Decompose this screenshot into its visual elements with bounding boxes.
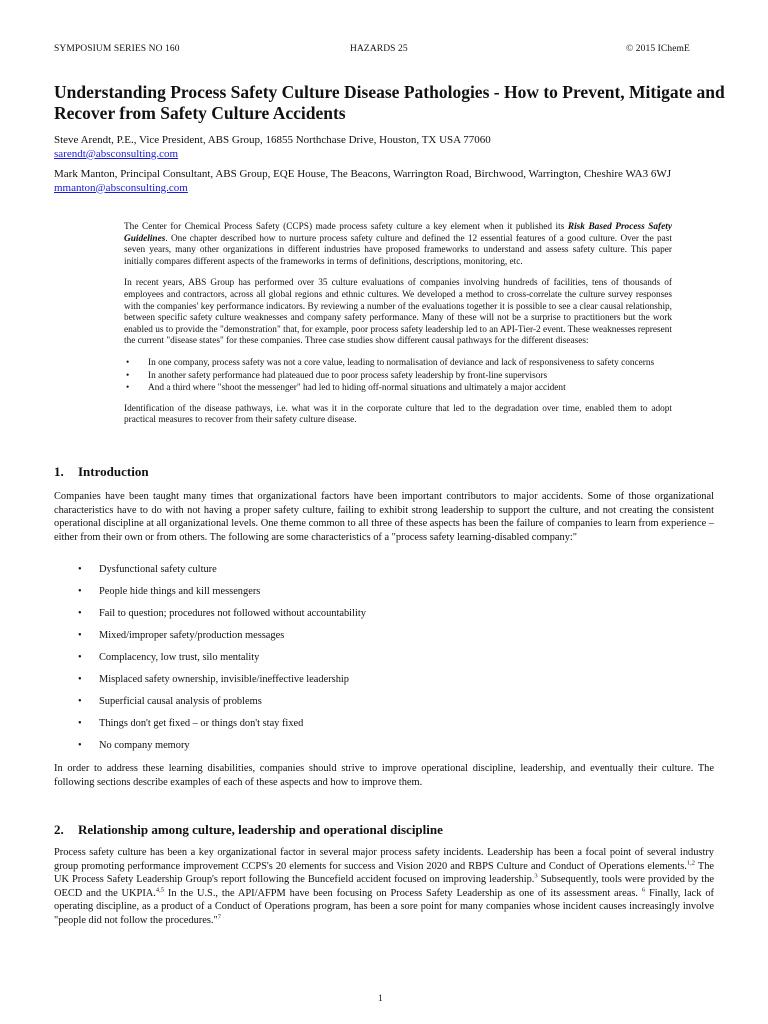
section-number: 2.	[54, 822, 64, 837]
paragraph-segment: Process safety culture has been a key organizational factor in several major process safety incidents. Leadership has been a focal point of several industry group promoting performance improvement CCPS's 20 elements for success and Vision 2020 and RBPS Culture and Conduct of Operations elements.	[54, 847, 714, 872]
list-item: • Fail to question; procedures not followed without accountability	[54, 608, 554, 630]
list-item: • In one company, process safety was not a core value, leading to normalisation of deviance and lack of responsiveness to safety concerns	[124, 358, 672, 370]
paragraph-segment: In the U.S., the API/AFPM have been focusing on Process Safety Leadership as one of its assessment areas.	[164, 887, 642, 899]
reference-marker: 6	[641, 886, 646, 894]
list-item: • Mixed/improper safety/production messages	[54, 630, 554, 652]
abstract-text: . One chapter described how to nurture process safety culture and defined the 12 essential features of a good culture. Over the past seven years, many other organizations in different industries have proposed frameworks to understand and assess safety culture. This paper initially compares different aspects of the frameworks in terms of definitions, descriptions, monitoring, etc.	[124, 233, 672, 267]
intro-closing-paragraph	[54, 762, 714, 789]
abstract-emphasis: Risk Based Process Safety Guidelines	[124, 222, 672, 244]
list-item: • And a third where "shoot the messenger" had led to hiding off-normal situations and ultimately a major accident	[124, 383, 672, 395]
author-block-2	[54, 168, 744, 195]
list-item: • Things don't get fixed – or things don't stay fixed	[54, 718, 554, 740]
header-copyright: © 2015 IChemE	[626, 44, 690, 54]
section-title: Introduction	[78, 464, 149, 479]
author-block-1	[54, 134, 744, 161]
list-item: • Complacency, low trust, silo mentality	[54, 652, 554, 674]
author-affiliation: Steve Arendt, P.E., Vice President, ABS Group, 16855 Northchase Drive, Houston, TX USA 77060	[54, 134, 491, 146]
abstract	[124, 222, 672, 437]
header-conference: HAZARDS 25	[350, 44, 408, 54]
list-item: • In another safety performance had plateaued due to poor process safety leadership by front-line supervisors	[124, 371, 672, 383]
abstract-text: The Center for Chemical Process Safety (CCPS) made process safety culture a key element when it published its	[124, 222, 568, 232]
author-email-link[interactable]: mmanton@absconsulting.com	[54, 181, 188, 194]
header-series: SYMPOSIUM SERIES NO 160	[54, 44, 180, 54]
reference-marker: 3	[534, 872, 538, 880]
learning-disabled-characteristics-list	[54, 564, 554, 762]
paragraph-text	[54, 846, 714, 928]
list-item: • No company memory	[54, 740, 554, 762]
abstract-paragraph: Identification of the disease pathways, i.e. what was it in the corporate culture that led to the degradation over time, enabled them to adopt practical measures to recover from their safety culture disease.	[124, 403, 672, 426]
list-item: • People hide things and kill messengers	[54, 586, 554, 608]
section-heading-introduction	[54, 464, 149, 480]
intro-paragraph	[54, 490, 714, 544]
list-item: • Dysfunctional safety culture	[54, 564, 554, 586]
abstract-bullet-list	[124, 358, 672, 395]
author-affiliation: Mark Manton, Principal Consultant, ABS Group, EQE House, The Beacons, Warrington Road, Birchwood, Warrington, Cheshire WA3 6WJ	[54, 168, 672, 180]
paragraph-segment: Subsequently, tools were provided by the OECD and the UKPIA.	[54, 874, 714, 899]
author-email-link[interactable]: sarendt@absconsulting.com	[54, 147, 179, 160]
section-heading-relationship	[54, 822, 443, 838]
reference-marker: 7	[217, 913, 221, 921]
list-item: • Superficial causal analysis of problems	[54, 696, 554, 718]
paragraph-segment: The UK Process Safety Leadership Group's report following the Buncefield accident focused on improving leadership.	[54, 860, 714, 886]
abstract-paragraph	[124, 222, 672, 268]
paragraph-segment: Finally, lack of operating discipline, as a product of a Conduct of Operations program, has been a sore point for many companies whose incident causes increasingly involve "people did not follow the procedures."	[54, 887, 715, 926]
relationship-paragraph	[54, 846, 714, 928]
reference-marker: 4,5	[155, 886, 165, 894]
paragraph-text: In order to address these learning disabilities, companies should strive to improve operational discipline, leadership, and eventually their culture. The following sections describe examples of each of these aspects and how to improve them.	[54, 763, 714, 788]
section-number: 1.	[54, 464, 64, 479]
list-item: • Misplaced safety ownership, invisible/ineffective leadership	[54, 674, 554, 696]
reference-marker: 1,2	[686, 859, 696, 867]
abstract-paragraph: In recent years, ABS Group has performed over 35 culture evaluations of companies involving hundreds of facilities, tens of thousands of employees and contractors, across all global regions and ethnic cultures. We developed a method to cross-correlate the culture survey responses with the companies' key performance indicators. By reviewing a number of the evaluations together it is possible to see a clear causal relationship, between specific safety culture weaknesses and company safety performance. Many of these will not be a surprise to practitioners but the work enabled us to provide the "demonstration" that, for example, poor process safety leadership led to an API-Tier-2 event. These weaknesses represent the current "disease states" for these companies. Three case studies show different causal pathways for the different diseases:	[124, 278, 672, 347]
paper-title: Understanding Process Safety Culture Disease Pathologies - How to Prevent, Mitigate and Recover from Safety Culture Accidents	[54, 82, 725, 123]
section-title: Relationship among culture, leadership and operational discipline	[78, 822, 443, 837]
paragraph-text: Companies have been taught many times that organizational factors have been important contributors to major accidents. Some of those organizational characteristics have to do with not having a proper safety culture, failing to exhibit strong leadership to support the culture, and not creating the consistent operational discipline at all organizational levels. One theme common to all three of these aspects has been the failure of companies to learn from experience – either from their own or from others. The following are some characteristics of a "process safety learning-disabled company:"	[54, 491, 714, 543]
page-number: 1	[378, 994, 383, 1004]
